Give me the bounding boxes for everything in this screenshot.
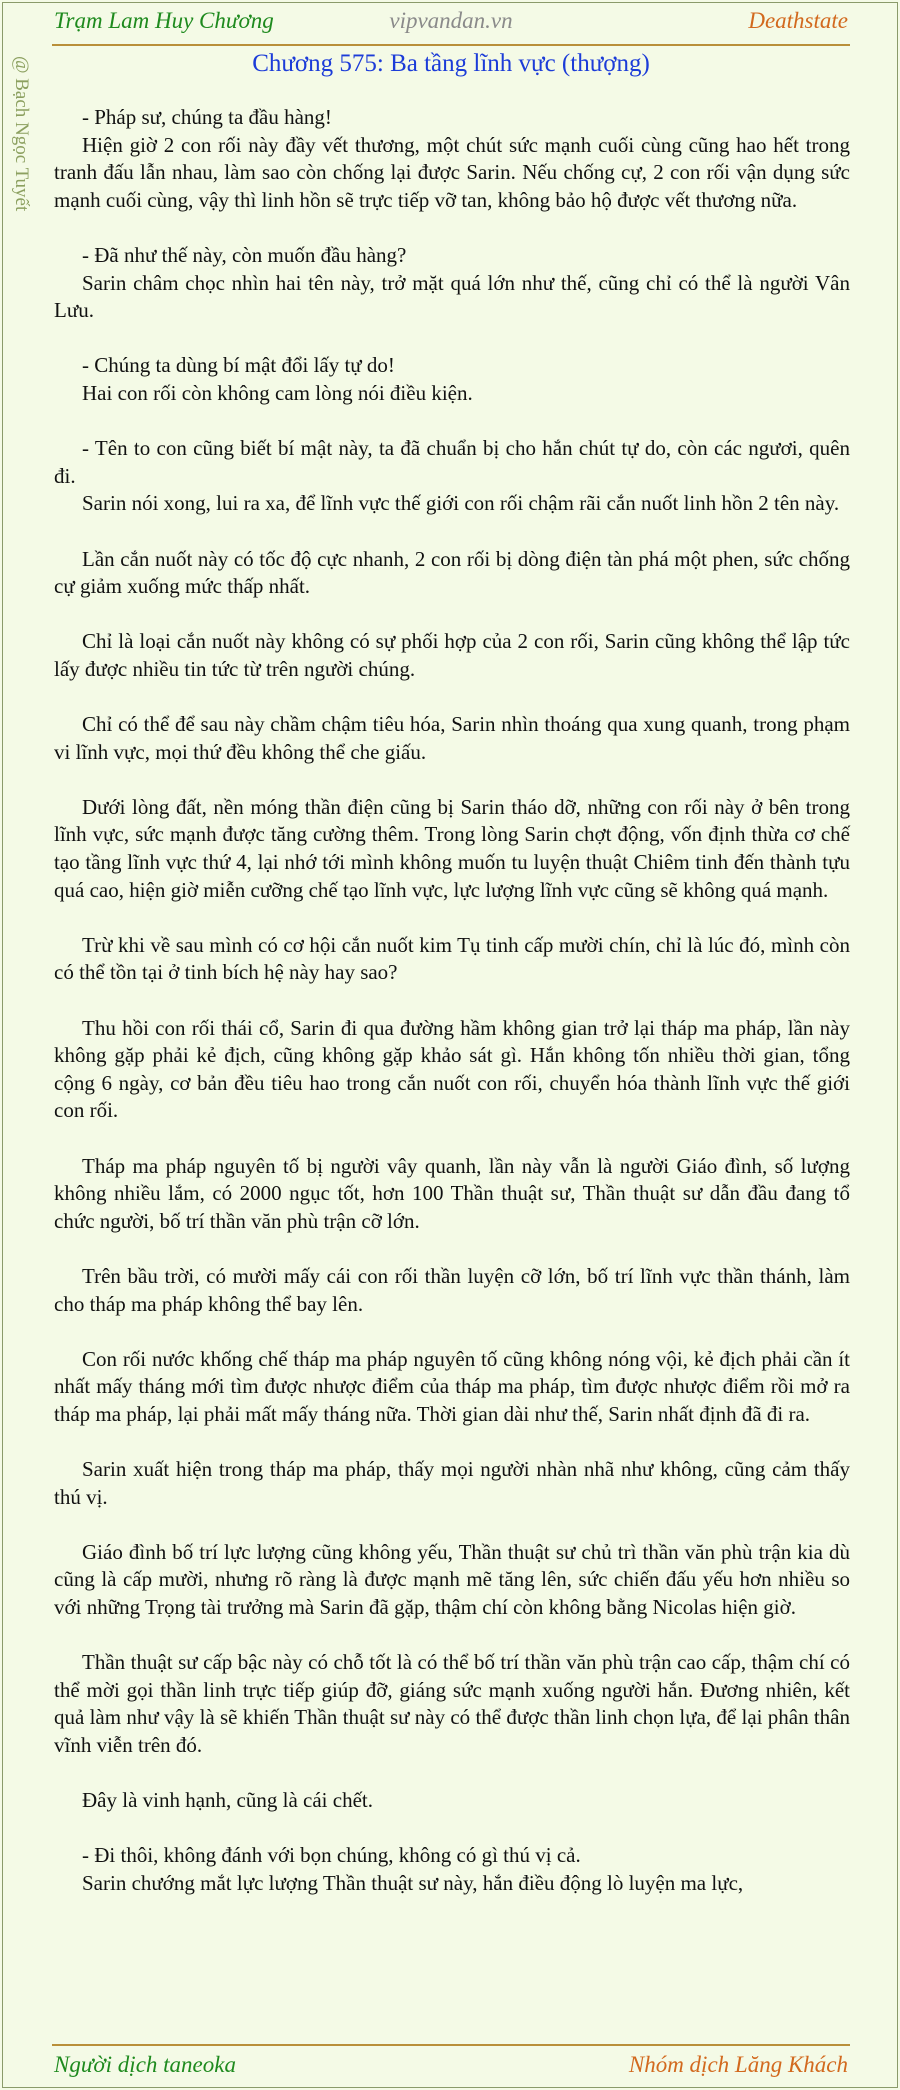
paragraph: Giáo đình bố trí lực lượng cũng không yếu, Thần thuật sư chủ trì thần văn phù trận kia dù cũng là cấp mười, nhưng rõ ràng là được mạnh mẽ tăng lên, sức chiến đấu yếu hơn nhiều so với những Trọng tài trưởng mà Sarin đã gặp, thậm chí còn không bằng Nicolas hiện giờ.	[54, 1539, 850, 1620]
paragraph: Thần thuật sư cấp bậc này có chỗ tốt là có thể bố trí thần văn phù trận cao cấp, thậm chí có thể mời gọi thần linh trực tiếp giúp đỡ, giáng sức mạnh xuống người hắn. Đương nhiên, kết quả làm như vậy là sẽ khiến Thần thuật sư này có thể được thần linh chọn lựa, để lại phân thân vĩnh viễn trên đó.	[54, 1650, 850, 1758]
paragraph: - Chúng ta dùng bí mật đổi lấy tự do!	[82, 353, 395, 378]
book-title: Deathstate	[748, 8, 848, 33]
paragraph: - Pháp sư, chúng ta đầu hàng!	[82, 105, 332, 129]
paragraph: - Đi thôi, không đánh với bọn chúng, không có gì thú vị cả.	[82, 1843, 581, 1868]
paragraph: Sarin chướng mắt lực lượng Thần thuật sư này, hắn điều động lò luyện ma lực,	[82, 1871, 744, 1895]
paragraph: Chỉ có thể để sau này chầm chậm tiêu hóa, Sarin nhìn thoáng qua xung quanh, trong phạm vi lĩnh vực, mọi thứ đều không thể che giấu.	[54, 712, 850, 764]
header-divider	[52, 44, 850, 46]
paragraph: Hiện giờ 2 con rối này đầy vết thương, một chút sức mạnh cuối cùng cũng hao hết trong tranh đấu lẫn nhau, làm sao còn chống lại được Sarin. Nếu chống cự, 2 con rối vận dụng sức mạnh cuối cùng, vậy thì linh hồn sẽ trực tiếp vỡ tan, không bảo hộ được vết thương nữa.	[54, 132, 850, 212]
paragraph: Sarin xuất hiện trong tháp ma pháp, thấy mọi người nhàn nhã như không, cũng cảm thấy thú vị.	[54, 1457, 850, 1509]
paragraph: Dưới lòng đất, nền móng thần điện cũng bị Sarin tháo dỡ, những con rối này ở bên trong lĩnh vực, sức mạnh được tăng cường thêm. Trong lòng Sarin chợt động, vốn định thừa cơ chế tạo tầng lĩnh vực thứ 4, lại nhớ tới mình không muốn tu luyện thuật Chiêm tinh đến thành tựu quá cao, hiện giờ miễn cưỡng chế tạo lĩnh vực, lực lượng lĩnh vực cũng sẽ không quá mạnh.	[54, 794, 850, 902]
paragraph: Trên bầu trời, có mười mấy cái con rối thần luyện cỡ lớn, bố trí lĩnh vực thần thánh, làm cho tháp ma pháp không thể bay lên.	[54, 1263, 850, 1316]
paragraph: Tháp ma pháp nguyên tố bị người vây quanh, lần này vẫn là người Giáo đình, số lượng không nhiều lắm, có 2000 ngục tốt, hơn 100 Thần thuật sư, Thần thuật sư dẫn đầu đang tổ chức người, bố trí thần văn phù trận cỡ lớn.	[54, 1153, 850, 1233]
translator-credit: Người dịch taneoka	[54, 2052, 236, 2077]
paragraph: Sarin nói xong, lui ra xa, để lĩnh vực thế giới con rối chậm rãi cắn nuốt linh hồn 2 tên này.	[82, 491, 840, 516]
paragraph: Trừ khi về sau mình có cơ hội cắn nuốt kim Tụ tinh cấp mười chín, chỉ là lúc đó, mình còn có thể tồn tại ở tinh bích hệ này hay sao?	[54, 932, 850, 985]
side-watermark	[8, 56, 36, 296]
chapter-body	[54, 104, 850, 1925]
paragraph: Lần cắn nuốt này có tốc độ cực nhanh, 2 con rối bị dòng điện tàn phá một phen, sức chống cự giảm xuống mức thấp nhất.	[54, 546, 850, 599]
group-credit: Nhóm dịch Lăng Khách	[628, 2052, 848, 2077]
paragraph: Đây là vinh hạnh, cũng là cái chết.	[82, 1788, 373, 1813]
paragraph: Hai con rối còn không cam lòng nói điều kiện.	[82, 380, 473, 405]
paragraph: Con rối nước khống chế tháp ma pháp nguyên tố cũng không nóng vội, kẻ địch phải cần ít nhất mấy tháng mới tìm được nhược điểm của tháp ma pháp, tìm được nhược điểm rồi mở ra tháp ma pháp, lại phải mất mấy tháng nữa. Thời gian dài như thế, Sarin nhất định đã đi ra.	[54, 1346, 850, 1426]
paragraph: Thu hồi con rối thái cổ, Sarin đi qua đường hầm không gian trở lại tháp ma pháp, lần này không gặp phải kẻ địch, cũng không gặp khảo sát gì. Hắn không tốn nhiều thời gian, tổng cộng 6 ngày, cơ bản đều tiêu hao trong cắn nuốt con rối, chuyển hóa thành lĩnh vực thế giới con rối.	[54, 1015, 850, 1123]
website-url[interactable]: vipvandan.vn	[389, 8, 513, 33]
paragraph: - Đã như thế này, còn muốn đầu hàng?	[82, 242, 407, 267]
watermark-text: @ Bạch Ngọc Tuyết	[11, 56, 32, 212]
chapter-title: Chương 575: Ba tầng lĩnh vực (thượng)	[252, 50, 650, 77]
page-footer	[52, 2052, 850, 2082]
paragraph: Sarin châm chọc nhìn hai tên này, trở mặt quá lớn như thế, cũng chỉ có thể là người Vân Lưu.	[54, 270, 850, 323]
site-name: Trạm Lam Huy Chương	[54, 8, 274, 33]
paragraph: - Tên to con cũng biết bí mật này, ta đã chuẩn bị cho hắn chút tự do, còn các ngươi, quên đi.	[54, 436, 850, 488]
footer-divider	[52, 2044, 850, 2046]
page-header	[52, 8, 850, 38]
paragraph: Chỉ là loại cắn nuốt này không có sự phối hợp của 2 con rối, Sarin cũng không thể lập tức lấy được nhiều tin tức từ trên người chúng.	[54, 629, 850, 681]
